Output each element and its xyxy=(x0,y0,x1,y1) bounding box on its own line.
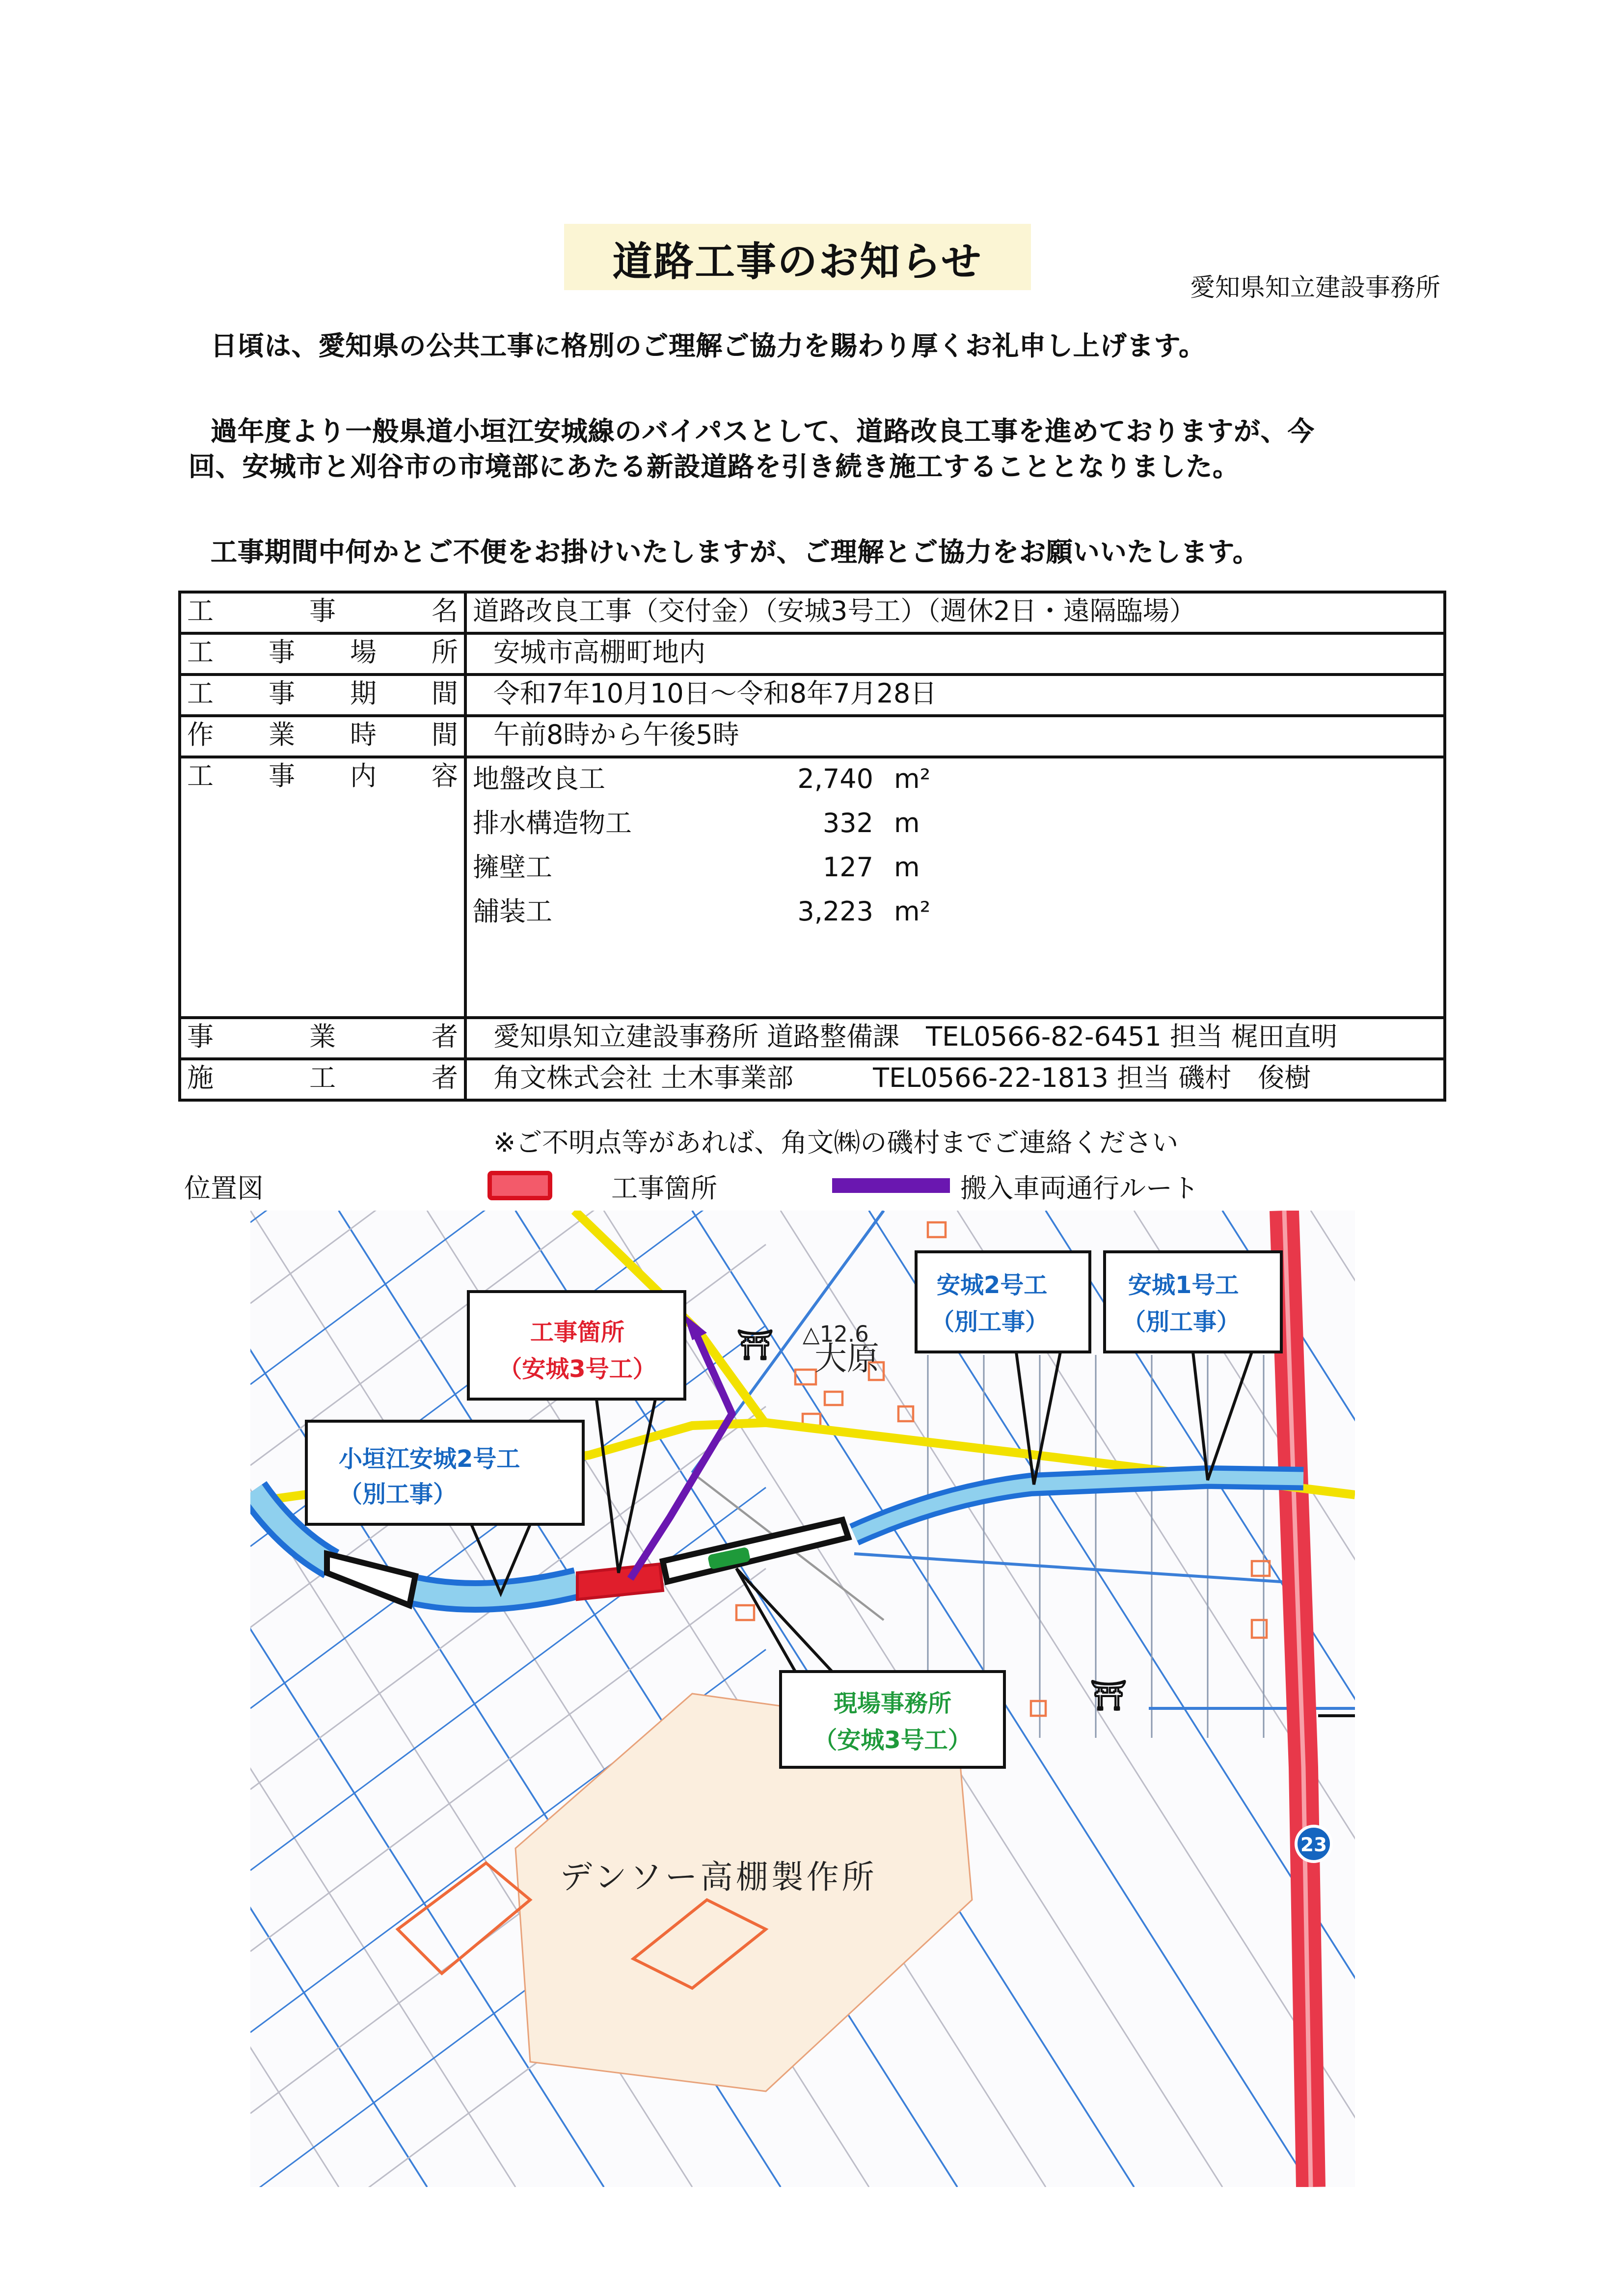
row-value-cell xyxy=(465,592,1445,633)
work-item xyxy=(473,758,1437,803)
row-label-char: 事 xyxy=(309,596,336,627)
row-value-cell xyxy=(465,757,1445,1018)
row-label-char: 内 xyxy=(350,761,377,792)
row-label xyxy=(180,1018,465,1059)
contact-note: ※ご不明点等があれば、角文㈱の磯村までご連絡ください xyxy=(493,1128,1179,1159)
callout-ogakie-title: 小垣江安城2号工 xyxy=(339,1445,520,1473)
row-label-char: 間 xyxy=(431,720,458,751)
location-map-title: 位置図 xyxy=(184,1174,264,1205)
row-label-char: 業 xyxy=(309,1022,336,1053)
work-item-unit: m xyxy=(894,853,920,884)
callout-anjo1-subtitle: （別工事） xyxy=(1122,1308,1241,1336)
row-value-cell xyxy=(465,1018,1445,1059)
row-value: 愛知県知立建設事務所 道路整備課 TEL0566-82-6451 担当 梶田直明 xyxy=(493,1022,1338,1053)
callout-anjo1-title: 安城1号工 xyxy=(1128,1271,1239,1299)
shrine-icon: ⛩ xyxy=(736,1328,774,1362)
construction-site-legend-label: 工事箇所 xyxy=(611,1174,717,1205)
location-map xyxy=(250,1211,1355,2187)
row-value: 角文株式会社 土木事業部 TEL0566-22-1813 担当 磯村 俊樹 xyxy=(493,1063,1311,1094)
row-value-cell xyxy=(465,716,1445,757)
page-title: 道路工事のお知らせ xyxy=(612,240,983,286)
work-item-unit: m² xyxy=(894,897,931,928)
row-label-char: 期 xyxy=(350,679,377,710)
issuing-office: 愛知県知立建設事務所 xyxy=(1190,274,1440,303)
work-item-name: 排水構造物工 xyxy=(473,809,632,839)
row-label-char: 名 xyxy=(432,596,458,627)
callout-ogakie-subtitle: （別工事） xyxy=(339,1481,457,1508)
table-row xyxy=(180,1018,1445,1059)
table-row xyxy=(180,716,1445,757)
callout-site-subtitle: （安城3号工） xyxy=(498,1355,656,1383)
work-item-qty: 2,740 xyxy=(797,764,873,795)
work-item-unit: m² xyxy=(894,764,931,795)
construction-info-table xyxy=(178,591,1446,1102)
table-row xyxy=(180,592,1445,633)
callout-anjo2-title: 安城2号工 xyxy=(937,1271,1048,1299)
shrine-icon: ⛩ xyxy=(1090,1678,1128,1713)
row-label-char: 工 xyxy=(187,638,214,669)
apology-paragraph: 工事期間中何かとご不便をお掛けいたしますが、ご理解とご協力をお願いいたします。 xyxy=(211,538,1260,568)
row-label-char: 業 xyxy=(268,720,295,751)
work-item xyxy=(473,891,1437,935)
row-label-char: 事 xyxy=(268,761,295,792)
row-label-char: 者 xyxy=(432,1022,458,1053)
parcel-line xyxy=(250,1211,766,1303)
row-label-char: 容 xyxy=(431,761,458,792)
row-value-cell xyxy=(465,633,1445,675)
work-item-qty: 3,223 xyxy=(797,897,873,928)
row-value: 安城市高棚町地内 xyxy=(493,638,705,669)
row-value-cell xyxy=(465,1059,1445,1100)
callout-site-title: 工事箇所 xyxy=(530,1319,625,1346)
work-item-name: 地盤改良工 xyxy=(473,764,605,795)
row-label-char: 工 xyxy=(187,761,214,792)
row-label-char: 施 xyxy=(187,1063,214,1094)
work-item xyxy=(473,803,1437,847)
row-label-char: 時 xyxy=(350,720,377,751)
row-label-char: 事 xyxy=(187,1022,214,1053)
work-item xyxy=(473,847,1437,891)
table-row xyxy=(180,757,1445,1018)
callout-office-subtitle: （安城3号工） xyxy=(813,1727,972,1754)
row-label-char: 場 xyxy=(350,638,377,669)
row-label xyxy=(180,675,465,716)
table-row xyxy=(180,1059,1445,1100)
row-value: 午前8時から午後5時 xyxy=(493,720,739,751)
row-label-char: 作 xyxy=(187,720,214,751)
work-item-qty: 127 xyxy=(822,853,873,884)
row-label xyxy=(180,1059,465,1100)
row-label-char: 所 xyxy=(431,638,458,669)
row-label-char: 工 xyxy=(309,1063,336,1094)
row-label xyxy=(180,592,465,633)
callout-anjo2-subtitle: （別工事） xyxy=(931,1308,1049,1336)
work-item-unit: m xyxy=(894,809,920,839)
factory-name: デンソー高棚製作所 xyxy=(560,1858,877,1896)
callout-office-title: 現場事務所 xyxy=(833,1690,952,1717)
existing-section-outline xyxy=(327,1554,415,1605)
table-row xyxy=(180,675,1445,716)
row-value-cell xyxy=(465,675,1445,716)
row-label-char: 間 xyxy=(431,679,458,710)
route-legend-label: 搬入車両通行ルート xyxy=(960,1174,1199,1205)
row-value: 道路改良工事（交付金）（安城3号工）（週休2日・遠隔臨場） xyxy=(473,596,1196,627)
elevation-point: △12.6 xyxy=(803,1321,869,1347)
work-item-name: 擁壁工 xyxy=(473,853,552,884)
row-label-char: 工 xyxy=(187,679,214,710)
greeting-paragraph: 日頃は、愛知県の公共工事に格別のご理解ご協力を賜わり厚くお礼申し上げます。 xyxy=(211,331,1206,362)
row-label xyxy=(180,757,465,1018)
description-line-1: 過年度より一般県道小垣江安城線のバイパスとして、道路改良工事を進めておりますが、今 xyxy=(211,417,1315,448)
route-swatch xyxy=(832,1178,950,1193)
parcel-line xyxy=(854,1554,1303,1583)
row-label-char: 工 xyxy=(187,596,214,627)
row-label-char: 者 xyxy=(432,1063,458,1094)
row-label-char: 事 xyxy=(268,679,295,710)
route-23-label: 23 xyxy=(1300,1834,1327,1856)
row-label-char: 事 xyxy=(268,638,295,669)
construction-site-swatch xyxy=(487,1171,552,1200)
work-item-name: 舗装工 xyxy=(473,897,552,928)
parcel-line xyxy=(250,1211,427,2187)
place-name-oohara: 大原 xyxy=(814,1340,879,1378)
row-value: 令和7年10月10日～令和8年7月28日 xyxy=(493,679,937,710)
work-item-qty: 332 xyxy=(822,809,873,839)
row-label xyxy=(180,633,465,675)
table-row xyxy=(180,633,1445,675)
factory-building xyxy=(398,1863,530,1973)
description-line-2: 回、安城市と刈谷市の市境部にあたる新設道路を引き続き施工することとなりました。 xyxy=(189,452,1240,483)
row-label xyxy=(180,716,465,757)
